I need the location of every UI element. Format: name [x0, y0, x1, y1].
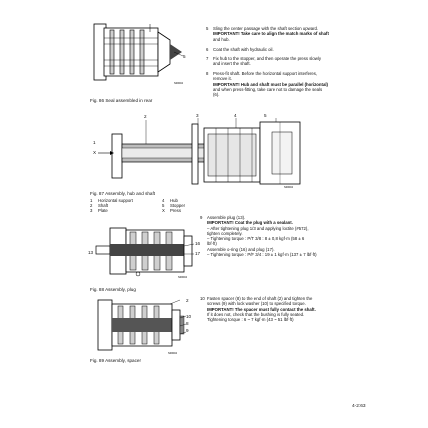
fig87-callout-4: 4: [234, 113, 237, 118]
legend-item: 2 Shaft: [90, 203, 109, 209]
manual-page: S00004 5 Fig. 86 Seal assembled in rear 5 Sling the center passage with the shaft section upward. IMPORTANT! Take care to align the match marks of shaft and hub. 6 Coat the shaft with hydraulic oil. 7 Fix hub to the stopper, and then operate the press slowly and insert the shaft. 8 Press-fit shaft. Before the horizontal support interferes, remove it. IMPORTANT! Hub and shaft must be parallel (horizontal) and when press-fitting, take care not to damage the seals (6). S00004 2 3 4 5 1 X Fig. 87 Assembly, hub and shaft 1 Horizontal support 2 Shaft 3 Plate 4 Hub 5 Stopper X Press S00004 16 17 13 Fig. 88 Assembly, plug 9 Assemble plug (13). IMPORTANT! Coat the plug with a sealant. – After tightening plug 1/3 and applying loctite (#572), tighten completely. – Tightening torque : P/T 3/8 : 8 ± 0,8 kgf·m (58 ± 6 lbf·ft) Assemble o-ring (16) and plug (17). – Tightening torque : P/F 3/4 : 19 ± 1 kgf·m (137 ± 7 lbf·ft) S00004 2 10 8 9 Fig. 89 Assembly, spacer 10 Fasten spacer (8) to the end of shaft (2) and tighten the screws (9) with lock washer (10) to specified torque. IMPORTANT! The spacer must fully contact the shaft. If it does not, check that the bushing is fully seated. Tightening torque : 6 ~ 7 kgf·m (43 ~ 51 lbf·ft) 4-2:63: [62, 0, 376, 428]
fig87-callout-1: 1: [93, 140, 96, 145]
step-number: 6: [206, 47, 209, 52]
step-number: 9: [200, 215, 203, 220]
svg-text:S00004: S00004: [284, 186, 293, 189]
fig89-caption: Fig. 89 Assembly, spacer: [90, 358, 141, 363]
legend-item: 3 Plate: [90, 208, 108, 214]
fig88-caption: Fig. 88 Assembly, plug: [90, 287, 136, 292]
fig89-callout-10: 10: [186, 314, 192, 319]
fig86-callout-5: 5: [183, 54, 186, 59]
svg-text:S00004: S00004: [174, 82, 183, 85]
fig87-callout-2: 2: [144, 114, 147, 119]
step-number: 8: [206, 71, 209, 76]
fig87-caption: Fig. 87 Assembly, hub and shaft: [90, 191, 156, 196]
fig87-callout-x: X: [93, 150, 97, 155]
fig86-caption: Fig. 86 Seal assembled in rear: [90, 98, 153, 103]
legend-item: 4 Hub: [162, 198, 178, 203]
figure-86-seal-drawing: [90, 18, 190, 90]
step-number: 10: [200, 296, 205, 301]
figure-87-hub-shaft-drawing: [96, 114, 312, 190]
legend-item: 1 Horizontal support: [90, 198, 133, 203]
legend-item: X Press: [162, 208, 181, 214]
fig87-callout-3: 3: [196, 113, 199, 118]
svg-text:S00004: S00004: [178, 276, 187, 279]
fig88-callout-13: 13: [88, 250, 94, 255]
svg-text:S00004: S00004: [168, 352, 177, 355]
page-number: 4-2:63: [352, 404, 366, 409]
fig87-callout-5: 5: [264, 113, 267, 118]
figure-88-plug-drawing: [90, 222, 202, 280]
fig89-callout-9: 9: [186, 328, 189, 333]
step-number: 5: [206, 26, 209, 31]
fig89-callout-2: 2: [186, 298, 189, 303]
step-number: 7: [206, 56, 209, 61]
fig88-callout-16: 16: [195, 241, 201, 246]
figure-89-spacer-drawing: [90, 294, 190, 356]
fig89-callout-8: 8: [186, 321, 189, 326]
legend-item: 5 Stopper: [162, 203, 186, 209]
fig87-legend-right: [162, 198, 185, 214]
fig88-callout-17: 17: [195, 251, 201, 256]
fig87-legend-left: [90, 198, 133, 214]
